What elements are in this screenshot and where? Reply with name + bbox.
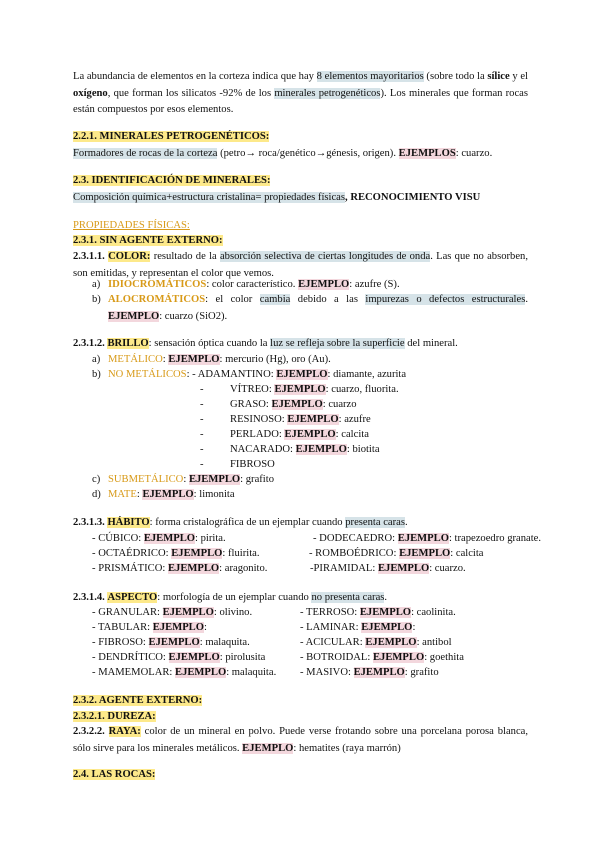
heading-dureza: 2.3.2.1. DUREZA: [73,711,156,722]
brillo-subitem: - [200,384,204,395]
aspecto-row: - BOTROIDAL: EJEMPLO: goethita [300,652,464,663]
no-metalicos-item: NO METÁLICOS: - ADAMANTINO: EJEMPLO: diamante, azurita [108,369,407,380]
propiedades-fisicas-heading: PROPIEDADES FÍSICAS: [73,220,190,231]
habito-row: - CÚBICO: EJEMPLO: pirita. [92,533,226,544]
submetalico-item: SUBMETÁLICO: EJEMPLO: grafito [108,474,274,485]
heading-2-3-1: 2.3.1. SIN AGENTE EXTERNO: [73,235,223,246]
brillo-b-mark: b) [92,369,101,380]
ejemplo-label: EJEMPLOS [398,148,456,159]
habito-heading: 2.3.1.3. HÁBITO: forma cristalográfica de un ejemplar cuando presenta caras. [73,517,408,528]
perlado-item: PERLADO: EJEMPLO: calcita [230,429,369,440]
heading-2-2-1: 2.2.1. MINERALES PETROGENÉTICOS: [73,131,270,142]
alocromaticos-item: ALOCROMÁTICOS: el color cambia debido a las impurezas o defectos estructurales. EJEMPLO: cuarzo (SiO2). [108,294,528,322]
habito-row: - DODECAEDRO: EJEMPLO: trapezoedro granate. [313,533,542,544]
brillo-subitem: - [200,429,204,440]
aspecto-row: - MAMEMOLAR: EJEMPLO: malaquita. [92,667,277,678]
nacarado-item: NACARADO: EJEMPLO: biotita [230,444,380,455]
raya-paragraph: 2.3.2.2. RAYA: color de un mineral en polvo. Puede verse frotando sobre una porcelana porosa blanca, sólo sirve para los minerales metálicos. EJEMPLO: hematites (raya marrón) [73,726,528,754]
highlight-minerales-petrogeneticos: minerales petrogenéticos [274,87,381,99]
brillo-heading: 2.3.1.2. BRILLO: sensación óptica cuando la luz se refleja sobre la superficie del mineral. [73,338,458,349]
brillo-d-mark: d) [92,489,101,500]
brillo-a-mark: a) [92,354,101,365]
aspecto-row: - GRANULAR: EJEMPLO: olivino. [92,607,253,618]
metalico-item: METÁLICO: EJEMPLO: mercurio (Hg), oro (Au). [108,354,331,365]
brillo-subitem: - [200,459,204,470]
s221-text: Formadores de rocas de la corteza (petro→ roca/genético→génesis, origen). EJEMPLOS: cuarzo. [73,148,493,159]
highlight-8-elementos: 8 elementos mayoritarios [316,71,424,82]
habito-row: - OCTAÉDRICO: EJEMPLO: fluirita. [92,548,260,559]
mate-item: MATE: EJEMPLO: limonita [108,489,235,500]
s23-text: Composición química+estructura cristalina= propiedades físicas, RECONOCIMIENTO VISU [73,192,481,203]
color-paragraph: 2.3.1.1. COLOR: resultado de la absorción selectiva de ciertas longitudes de onda. Las que no absorben, son emitidas, y representan el color que vemos. [73,251,528,279]
resinoso-item: RESINOSO: EJEMPLO: azufre [230,414,371,425]
habito-row: - ROMBOÉDRICO: EJEMPLO: calcita [309,548,484,559]
idiocromaticos-item: IDIOCROMÁTICOS: color característico. EJEMPLO: azufre (S). [108,279,400,290]
aspecto-row: - TABULAR: EJEMPLO: [92,622,207,633]
aspecto-row: - DENDRÍTICO: EJEMPLO: pirolusita [92,652,266,663]
fibroso-item: FIBROSO [230,459,275,470]
intro-paragraph: La abundancia de elementos en la corteza indica que hay 8 elementos mayoritarios (sobre todo la sílice y el oxígeno, que forman los silicatos -92% de los minerales petrogenéticos). Los minerales que forman rocas están compuestos por esos elementos. [73,71,528,115]
brillo-c-mark: c) [92,474,101,485]
habito-row: - PRISMÁTICO: EJEMPLO: aragonito. [92,563,268,574]
aspecto-row: - TERROSO: EJEMPLO: caolinita. [300,607,456,618]
heading-2-4: 2.4. LAS ROCAS: [73,769,156,780]
aspecto-row: - LAMINAR: EJEMPLO: [300,622,416,633]
color-b-mark: b) [92,294,101,305]
aspecto-row: - FIBROSO: EJEMPLO: malaquita. [92,637,250,648]
graso-item: GRASO: EJEMPLO: cuarzo [230,399,357,410]
habito-row: -PIRAMIDAL: EJEMPLO: cuarzo. [310,563,466,574]
brillo-subitem: - [200,399,204,410]
aspecto-row: - MASIVO: EJEMPLO: grafito [300,667,439,678]
color-a-mark: a) [92,279,101,290]
heading-2-3-2: 2.3.2. AGENTE EXTERNO: [73,695,203,706]
aspecto-heading: 2.3.1.4. ASPECTO: morfología de un ejemplar cuando no presenta caras. [73,592,388,603]
aspecto-row: - ACICULAR: EJEMPLO: antibol [300,637,452,648]
brillo-subitem: - [200,414,204,425]
heading-2-3: 2.3. IDENTIFICACIÓN DE MINERALES: [73,175,271,186]
brillo-subitem: - [200,444,204,455]
vitreo-item: VÍTREO: EJEMPLO: cuarzo, fluorita. [230,384,399,395]
